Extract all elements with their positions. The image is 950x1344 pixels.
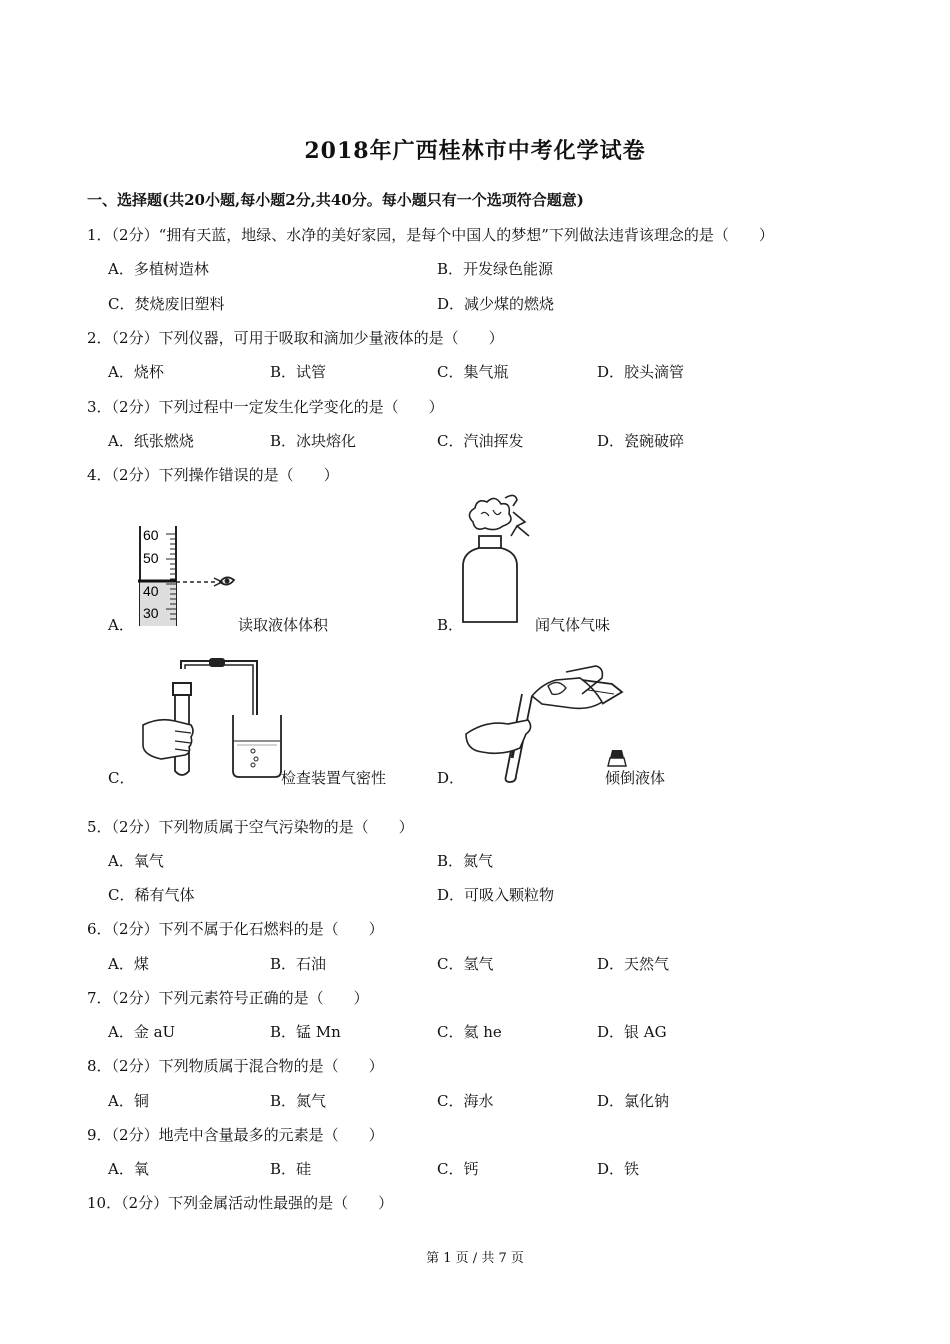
section-heading: 一、选择题(共20小题,每小题2分,共40分。每小题只有一个选项符合题意): [87, 191, 584, 209]
airtightness-figure: [135, 655, 285, 785]
gas-bottle-figure: [455, 492, 545, 632]
graduated-cylinder-figure: [130, 522, 240, 632]
question-5-option-d[interactable]: D．可吸入颗粒物: [437, 886, 555, 904]
question-6-option-b[interactable]: B．石油: [270, 955, 327, 973]
question-9-option-a[interactable]: A．氧: [108, 1160, 149, 1178]
question-8-option-c[interactable]: C．海水: [437, 1092, 494, 1110]
question-1-stem: 1．（2分）“拥有天蓝，地绿、水净的美好家园，是每个中国人的梦想”下列做法违背该理念的是（ ）: [87, 226, 774, 244]
question-2-option-b[interactable]: B．试管: [270, 363, 327, 381]
question-9-option-d[interactable]: D．铁: [597, 1160, 640, 1178]
question-4-caption-d: 倾倒液体: [605, 769, 666, 787]
question-5-option-b[interactable]: B．氮气: [437, 852, 494, 870]
question-1-option-a[interactable]: A．多植树造林: [108, 260, 209, 278]
question-2-option-c[interactable]: C．集气瓶: [437, 363, 509, 381]
question-2-stem: 2．（2分）下列仪器，可用于吸取和滴加少量液体的是（ ）: [87, 329, 504, 347]
question-4-option-d[interactable]: D．: [437, 769, 465, 787]
question-4-option-b[interactable]: B．: [437, 616, 464, 634]
question-4-caption-c: 检查装置气密性: [281, 769, 387, 787]
question-9-option-c[interactable]: C．钙: [437, 1160, 479, 1178]
question-6-option-a[interactable]: A．煤: [108, 955, 149, 973]
question-8-option-a[interactable]: A．铜: [108, 1092, 149, 1110]
question-5-stem: 5．（2分）下列物质属于空气污染物的是（ ）: [87, 818, 414, 836]
question-9-stem: 9．（2分）地壳中含量最多的元素是（ ）: [87, 1126, 384, 1144]
pouring-liquid-figure: [462, 658, 632, 783]
question-2-option-d[interactable]: D．胶头滴管: [597, 363, 685, 381]
question-5-option-c[interactable]: C．稀有气体: [108, 886, 195, 904]
question-4-option-a[interactable]: A．: [108, 616, 134, 634]
question-2-option-a[interactable]: A．烧杯: [108, 363, 164, 381]
question-3-option-c[interactable]: C．汽油挥发: [437, 432, 524, 450]
question-10-stem: 10．（2分）下列金属活动性最强的是（ ）: [87, 1194, 394, 1212]
question-1-option-d[interactable]: D．减少煤的燃烧: [437, 295, 555, 313]
cylinder-tick-60: 60: [143, 527, 159, 543]
question-4-caption-a: 读取液体体积: [238, 616, 329, 634]
page-title: 2018年广西桂林市中考化学试卷: [304, 138, 646, 164]
question-4-option-c[interactable]: C．: [108, 769, 135, 787]
question-7-option-c[interactable]: C．氦 he: [437, 1023, 502, 1041]
cylinder-tick-50: 50: [143, 550, 159, 566]
question-6-option-c[interactable]: C．氢气: [437, 955, 494, 973]
question-6-option-d[interactable]: D．天然气: [597, 955, 670, 973]
question-4-stem: 4．（2分）下列操作错误的是（ ）: [87, 466, 339, 484]
question-3-stem: 3．（2分）下列过程中一定发生化学变化的是（ ）: [87, 398, 444, 416]
question-7-option-d[interactable]: D．银 AG: [597, 1023, 667, 1041]
question-7-stem: 7．（2分）下列元素符号正确的是（ ）: [87, 989, 369, 1007]
question-3-option-d[interactable]: D．瓷碗破碎: [597, 432, 685, 450]
question-1-option-b[interactable]: B．开发绿色能源: [437, 260, 554, 278]
question-3-option-a[interactable]: A．纸张燃烧: [108, 432, 194, 450]
question-9-option-b[interactable]: B．硅: [270, 1160, 312, 1178]
question-3-option-b[interactable]: B．冰块熔化: [270, 432, 357, 450]
question-6-stem: 6．（2分）下列不属于化石燃料的是（ ）: [87, 920, 384, 938]
question-8-option-b[interactable]: B．氮气: [270, 1092, 327, 1110]
page-footer: 第 1 页 / 共 7 页: [426, 1251, 524, 1266]
question-4-caption-b: 闻气体气味: [535, 616, 611, 634]
cylinder-tick-40: 40: [143, 583, 159, 599]
cylinder-tick-30: 30: [143, 605, 159, 621]
question-1-option-c[interactable]: C．焚烧废旧塑料: [108, 295, 225, 313]
question-8-option-d[interactable]: D．氯化钠: [597, 1092, 670, 1110]
question-7-option-a[interactable]: A．金 aU: [108, 1023, 176, 1041]
question-5-option-a[interactable]: A．氧气: [108, 852, 164, 870]
question-7-option-b[interactable]: B．锰 Mn: [270, 1023, 341, 1041]
question-8-stem: 8．（2分）下列物质属于混合物的是（ ）: [87, 1057, 384, 1075]
